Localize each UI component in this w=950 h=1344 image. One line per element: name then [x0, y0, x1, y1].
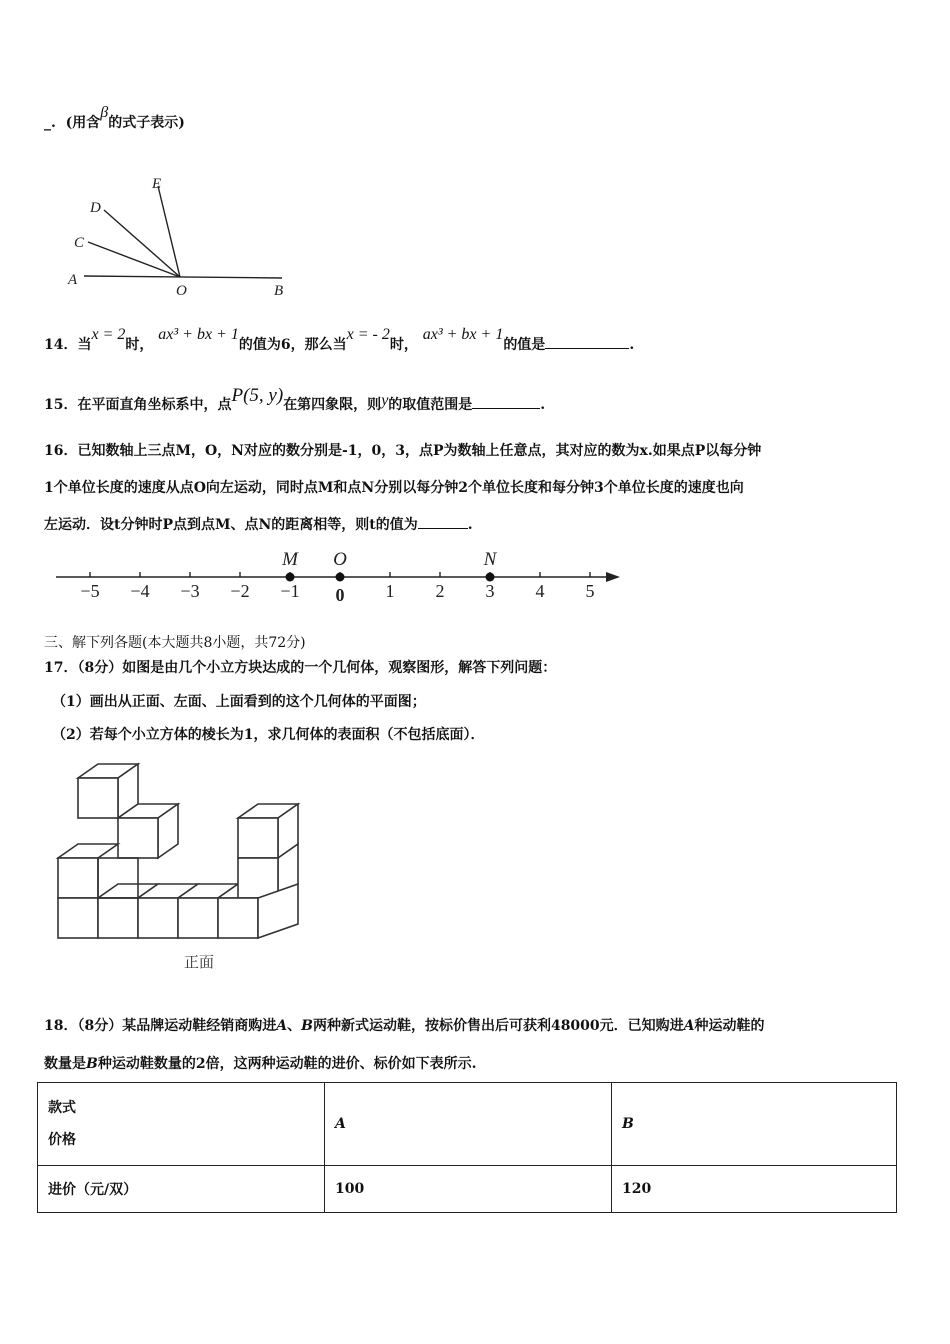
col-header-a: A	[325, 1083, 612, 1166]
q15	[44, 385, 546, 415]
cube-figure	[52, 758, 312, 983]
q13-hint	[44, 104, 185, 132]
q15-var: y	[381, 392, 389, 409]
tick-label: 0	[335, 585, 345, 605]
q15-end: .	[540, 397, 546, 413]
q14	[44, 326, 635, 354]
q13-blank: _.	[44, 115, 56, 131]
header-price-label: 价格	[48, 1132, 76, 1148]
q14-expr1: ax³ + bx + 1	[158, 326, 239, 343]
angle-figure	[60, 168, 300, 303]
col-header-b: B	[612, 1083, 897, 1166]
tick-label: −5	[80, 581, 100, 601]
q14-cond2: x = - 2	[346, 326, 390, 343]
label-O: O	[176, 283, 187, 299]
price-table	[37, 1082, 897, 1213]
q14-t4: 的值是	[503, 337, 546, 353]
q16-line3-text: 左运动．设t分钟时P点到点M、点N的距离相等，则t的值为	[44, 517, 418, 533]
q13-hint-pre: (用含	[65, 115, 101, 131]
tick-label: 3	[485, 581, 495, 601]
header-style-label: 款式	[48, 1100, 76, 1116]
q14-cond1: x = 2	[91, 326, 126, 343]
point-label-n: N	[483, 549, 497, 570]
point-m	[286, 573, 295, 582]
label-C: C	[74, 235, 85, 251]
q18-B-2: B	[86, 1056, 98, 1072]
q18-A-2: A	[683, 1018, 695, 1034]
cell-a: 100	[325, 1166, 612, 1213]
q16-line1: 16．已知数轴上三点M，O，N对应的数分别是-1，0，3，点P为数轴上任意点，其对应的数为x.如果点P以每分钟	[44, 443, 762, 459]
tick-label: −2	[230, 581, 250, 601]
q16-answer-blank	[418, 516, 468, 529]
tick-label: 2	[435, 581, 445, 601]
q18-line1-b: 两种新式运动鞋，按标价售出后可获利48000元．已知购进	[312, 1018, 684, 1034]
q18-B: B	[301, 1018, 313, 1034]
front-view-caption: 正面	[184, 953, 215, 971]
q14-t2: 的值为6，那么当	[238, 337, 347, 353]
tick-label: 5	[585, 581, 595, 601]
table-header-row	[38, 1083, 897, 1166]
q18-line1-a: 18．（8分）某品牌运动鞋经销商购进	[44, 1018, 277, 1034]
q15-t1: 在第四象限，则	[283, 397, 382, 413]
table-corner-cell	[38, 1083, 325, 1166]
q17-line2: （1）画出从正面、左面、上面看到的这个几何体的平面图；	[52, 694, 426, 710]
q15-t2: 的取值范围是	[388, 397, 473, 413]
q14-expr2: ax³ + bx + 1	[422, 326, 504, 343]
q16-line3-end: .	[467, 517, 473, 533]
point-label-o: O	[333, 549, 347, 570]
q14-answer-blank	[545, 336, 629, 349]
q18-sep: 、	[287, 1018, 302, 1034]
q14-t3: 时，	[389, 337, 418, 353]
tick-label: −1	[280, 581, 300, 601]
q14-t1: 时，	[125, 337, 154, 353]
point-o	[336, 573, 345, 582]
ray-OE	[158, 186, 180, 277]
axis-arrow	[606, 572, 620, 582]
tick-label: 4	[535, 581, 545, 601]
label-B: B	[274, 283, 284, 299]
q14-num: 14．当	[44, 337, 92, 353]
tick-label: −3	[180, 581, 200, 601]
q14-end: .	[629, 337, 635, 353]
beta-symbol: β	[100, 104, 109, 121]
row-label: 进价（元/双）	[38, 1166, 325, 1213]
q18-line2-b: 种运动鞋数量的2倍，这两种运动鞋的进价、标价如下表所示.	[97, 1056, 477, 1072]
q15-num: 15．在平面直角坐标系中，点	[44, 397, 232, 413]
q16-line3	[44, 514, 473, 534]
q15-point: P(5, y)	[231, 385, 284, 406]
q16-line2: 1个单位长度的速度从点O向左运动，同时点M和点N分别以每分钟2个单位长度和每分钟3个单位长度的速度也向	[44, 480, 744, 496]
q13-hint-post: 的式子表示)	[108, 115, 185, 131]
cell-b: 120	[612, 1166, 897, 1213]
point-n	[486, 573, 495, 582]
q18-line2	[44, 1053, 476, 1073]
tick-label: −4	[130, 581, 150, 601]
section-3-title: 三、解下列各题(本大题共8小题，共72分)	[44, 635, 306, 651]
tick-label: 1	[385, 581, 395, 601]
q18-line2-a: 数量是	[44, 1056, 86, 1072]
label-D: D	[90, 200, 101, 216]
label-A: A	[68, 272, 78, 288]
number-line	[40, 545, 640, 605]
ray-OD	[104, 210, 180, 277]
q18-line1-c: 种运动鞋的	[694, 1018, 765, 1034]
ray-OA-OB	[84, 276, 282, 278]
q17-line3: （2）若每个小立方体的棱长为1，求几何体的表面积（不包括底面）．	[52, 727, 485, 743]
q18-A: A	[276, 1018, 288, 1034]
table-row	[38, 1166, 897, 1213]
q17-line1: 17．（8分）如图是由几个小立方块达成的一个几何体，观察图形，解答下列问题：	[44, 660, 557, 676]
ray-OC	[88, 242, 180, 277]
q18-line1	[44, 1015, 765, 1035]
q15-answer-blank	[472, 396, 540, 409]
label-E: E	[152, 176, 162, 192]
point-label-m: M	[282, 549, 298, 570]
